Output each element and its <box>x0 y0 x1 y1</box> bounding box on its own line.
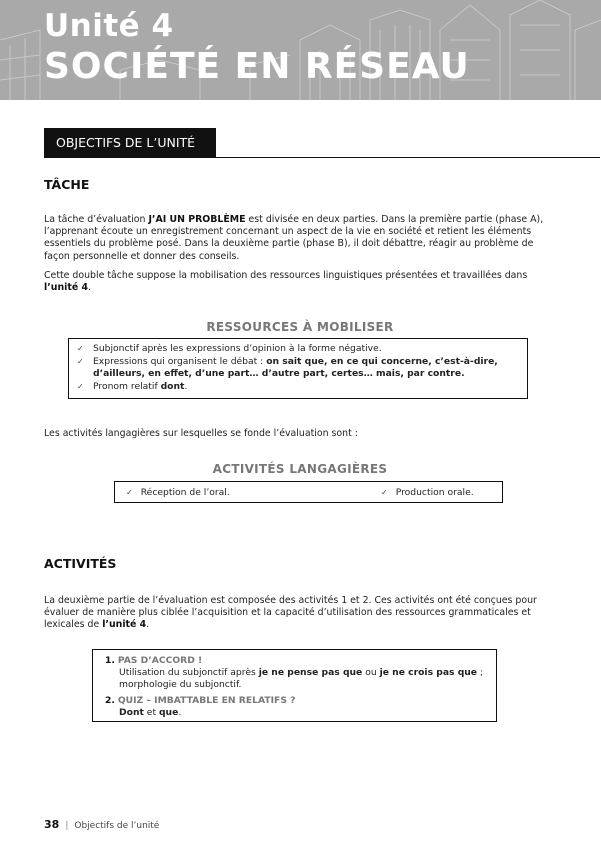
activity-2-description: Dont et que. <box>119 707 182 718</box>
check-icon: ✓ <box>77 356 84 366</box>
resources-title: RESSOURCES À MOBILISER <box>206 320 394 334</box>
resources-box <box>68 338 528 399</box>
check-icon: ✓ <box>77 344 84 353</box>
activity-1-title: 1. PAS D’ACCORD ! <box>105 655 203 666</box>
footer-label: Objectifs de l’unité <box>74 821 160 831</box>
list-item: ✓ Subjonctif après les expressions d’opinion à la forme négative. <box>77 343 382 354</box>
unit-number: Unité 4 <box>44 8 174 44</box>
header-banner <box>0 0 601 100</box>
check-icon: ✓ <box>381 488 388 497</box>
list-item: ✓ Pronom relatif dont. <box>77 380 188 392</box>
activities-intro: Les activités langagières sur lesquelles se fonde l’évaluation sont : <box>44 428 358 439</box>
task-heading: TÂCHE <box>44 177 90 192</box>
check-icon: ✓ <box>77 381 84 391</box>
activities-heading: ACTIVITÉS <box>44 556 117 571</box>
unit-title: SOCIÉTÉ EN RÉSEAU <box>44 46 470 87</box>
language-activities-box <box>114 481 503 503</box>
activities-paragraph: La deuxième partie de l’évaluation est composée des activités 1 et 2. Ces activités ont été conçues pour évaluer de manière plus ciblée l’acquisition et la capacité d’utilisation des ressources grammaticales et lexicales de l’unité 4. <box>44 595 537 631</box>
objectives-bar: OBJECTIFS DE L’UNITÉ <box>44 128 216 158</box>
language-activities-title: ACTIVITÉS LANGAGIÈRES <box>212 462 388 476</box>
task-paragraph-2: Cette double tâche suppose la mobilisation des ressources linguistiques présentées et travaillées dans l’unité 4. <box>44 270 528 294</box>
list-item: ✓ Réception de l’oral. <box>126 487 230 498</box>
page-footer: 38 | Objectifs de l’unité <box>44 818 160 831</box>
list-item: ✓ Expressions qui organisent le débat : on sait que, en ce qui concerne, c’est-à-dire, d’ailleurs, en effet, d’une part… d’autre part, certes… mais, par contre. <box>77 355 498 379</box>
list-item: ✓ Production orale. <box>381 487 474 498</box>
page-number: 38 <box>44 818 60 831</box>
activities-list-box <box>92 649 497 722</box>
check-icon: ✓ <box>126 488 133 497</box>
task-paragraph-1: La tâche d’évaluation J’AI UN PROBLÈME est divisée en deux parties. Dans la première partie (phase A), l’apprenant écoute un enregistrement concernant un aspect de la vie en société et retient les éléments essentiels du problème posé. Dans la deuxième partie (phase B), il doit débattre, réagir au problème de façon personnelle et donner des conseils. <box>44 214 544 262</box>
objectives-divider <box>216 157 600 158</box>
activity-1-description: Utilisation du subjonctif après je ne pense pas que ou je ne crois pas que ; morphologie du subjonctif. <box>119 667 484 690</box>
activity-2-title: 2. QUIZ – IMBATTABLE EN RELATIFS ? <box>105 695 296 706</box>
